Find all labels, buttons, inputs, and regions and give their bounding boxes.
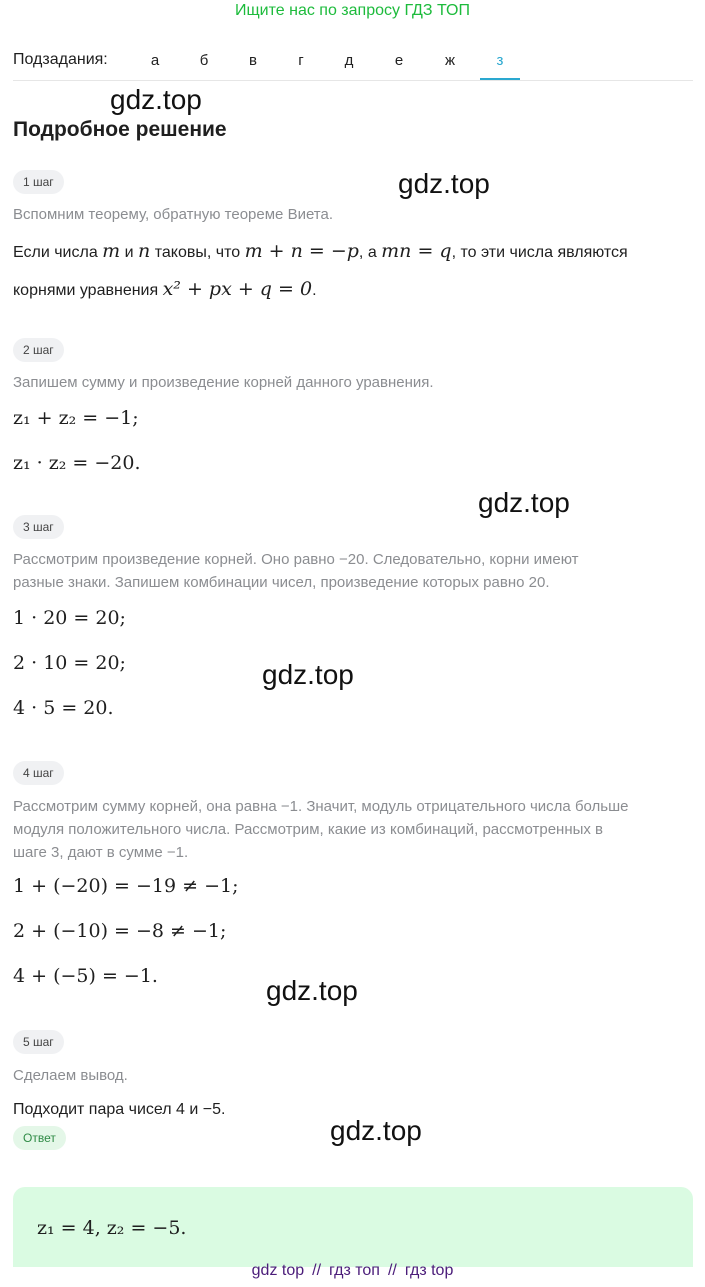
step-4-hint-3: шаге 3, дают в сумме −1.	[13, 844, 189, 861]
step-3-eq-1: 1 · 20 = 20;	[13, 607, 126, 629]
footer-separator: //	[312, 1262, 322, 1279]
section-title: Подробное решение	[13, 118, 227, 141]
step-3-hint-1: Рассмотрим произведение корней. Оно равно −20. Следовательно, корни имеют	[13, 551, 579, 568]
answer-badge: Ответ	[13, 1126, 66, 1150]
search-banner: Ищите нас по запросу ГДЗ ТОП	[235, 2, 470, 19]
step-2-hint: Запишем сумму и произведение корней данного уравнения.	[13, 374, 434, 391]
step-4-hint-2: модуля положительного числа. Рассмотрим, какие из комбинаций, рассмотренных в	[13, 821, 604, 838]
tab-v[interactable]: в	[249, 52, 257, 69]
tab-z[interactable]: з	[496, 52, 504, 69]
step-1-badge: 1 шаг	[13, 170, 64, 194]
step-4-eq-2: 2 + (−10) = −8 ≠ −1;	[13, 920, 227, 942]
tab-b[interactable]: б	[199, 52, 209, 69]
step-1-hint: Вспомним теорему, обратную теореме Виета.	[13, 206, 334, 223]
watermark: gdz.top	[398, 168, 490, 199]
step-4-badge: 4 шаг	[13, 761, 64, 785]
step-3-eq-3: 4 · 5 = 20.	[13, 697, 114, 719]
active-tab-indicator	[480, 78, 520, 80]
step-1-text: Если числа m и n таковы, что m + n = −p, а mn = q, то эти числа являются корнями уравнения x² + px + q = 0.	[13, 240, 628, 300]
footer-link-1[interactable]: gdz top	[251, 1262, 305, 1279]
tab-e[interactable]: е	[394, 52, 404, 69]
subtasks-bar	[13, 50, 693, 81]
answer-value: z₁ = 4, z₂ = −5.	[37, 1217, 187, 1239]
watermark: gdz.top	[110, 84, 202, 115]
step-2-badge: 2 шаг	[13, 338, 64, 362]
step-5-badge: 5 шаг	[13, 1030, 64, 1054]
step-2-eq-1: z₁ + z₂ = −1;	[13, 407, 139, 429]
watermark: gdz.top	[478, 487, 570, 518]
footer-link-3[interactable]: гдз top	[404, 1262, 454, 1279]
watermark: gdz.top	[266, 975, 358, 1006]
step-5-hint: Сделаем вывод.	[13, 1067, 128, 1084]
tab-a[interactable]: а	[150, 52, 160, 69]
watermark: gdz.top	[262, 659, 354, 690]
tab-g[interactable]: г	[298, 52, 304, 69]
footer-links	[0, 1262, 705, 1280]
step-4-eq-1: 1 + (−20) = −19 ≠ −1;	[13, 875, 239, 897]
tab-zh[interactable]: ж	[444, 52, 456, 69]
step-3-badge: 3 шаг	[13, 515, 64, 539]
subtasks-label: Подзадания:	[13, 51, 108, 68]
footer-link-2[interactable]: гдз топ	[329, 1262, 380, 1279]
step-2-eq-2: z₁ · z₂ = −20.	[13, 452, 141, 474]
step-4-hint-1: Рассмотрим сумму корней, она равна −1. Значит, модуль отрицательного числа больше	[13, 798, 629, 815]
watermark: gdz.top	[330, 1115, 422, 1146]
step-3-eq-2: 2 · 10 = 20;	[13, 652, 126, 674]
tab-d[interactable]: д	[344, 52, 354, 69]
step-3-hint-2: разные знаки. Запишем комбинации чисел, произведение которых равно 20.	[13, 574, 550, 591]
footer-separator: //	[387, 1262, 397, 1279]
answer-box	[13, 1187, 693, 1267]
step-4-eq-3: 4 + (−5) = −1.	[13, 965, 158, 987]
step-5-text: Подходит пара чисел 4 и −5.	[13, 1101, 226, 1118]
